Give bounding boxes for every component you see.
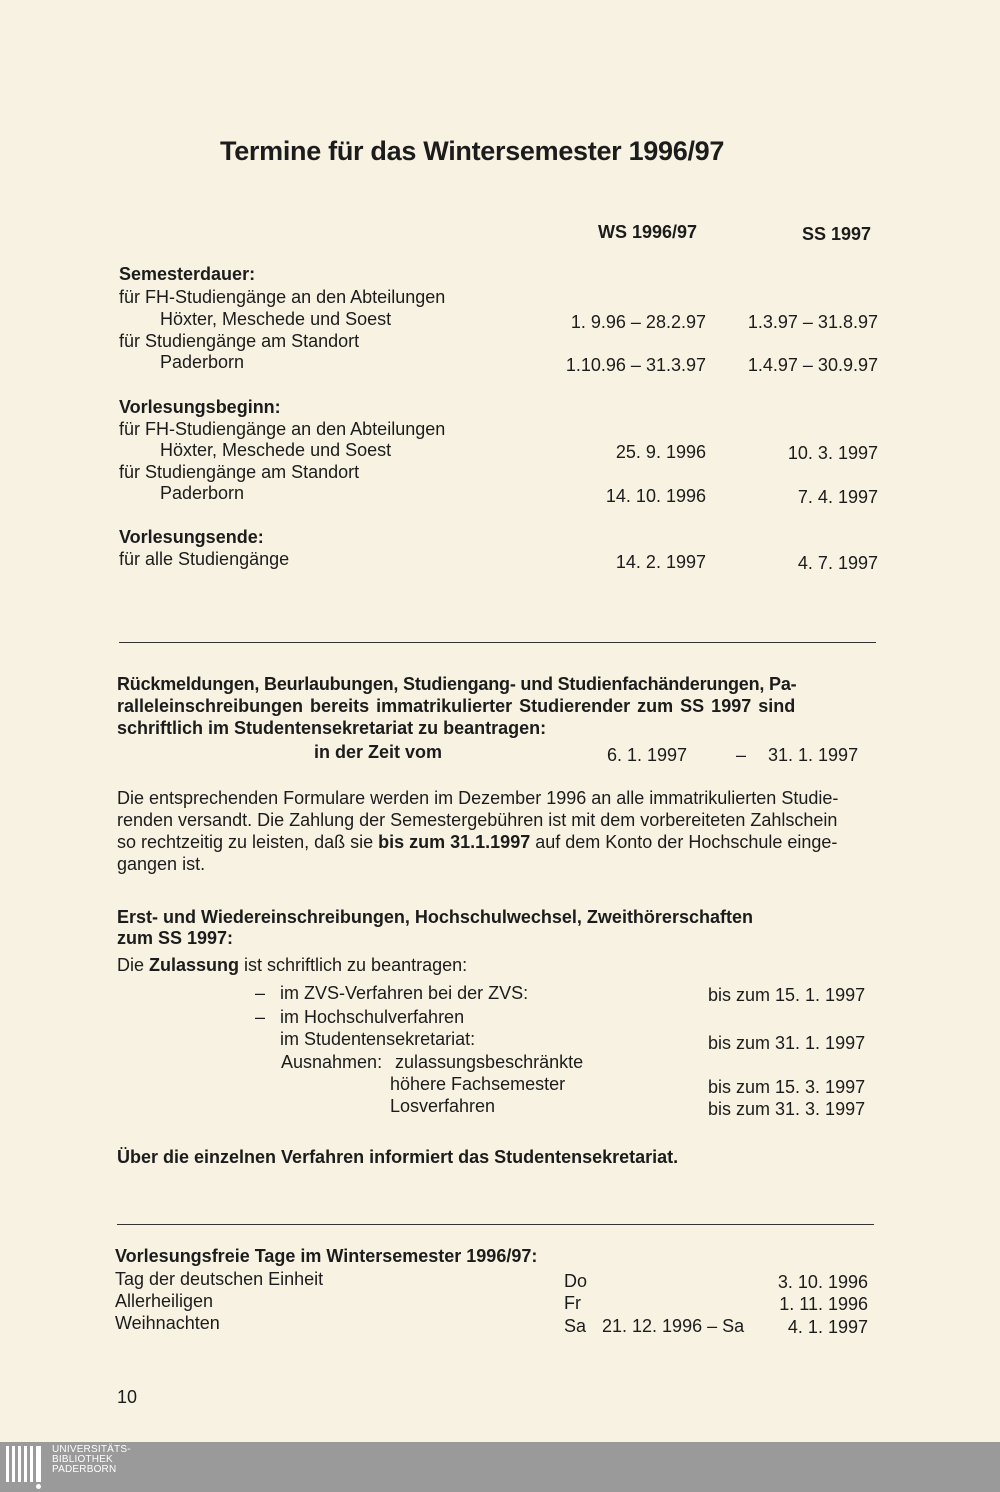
rueckmeldung-period-to: 31. 1. 1997 xyxy=(768,745,859,765)
holiday-day: Fr xyxy=(564,1293,581,1313)
holiday-date: 4. 1. 1997 xyxy=(787,1317,868,1337)
holiday-day: Do xyxy=(564,1271,588,1291)
para-line3-post: auf dem Konto der Hochschule einge- xyxy=(530,832,838,852)
erst-intro-bold: Zulassung xyxy=(149,955,240,975)
vorlesungsbeginn-fh-line2: Höxter, Meschede und Soest xyxy=(160,440,392,460)
ausnahmen-2-date: bis zum 15. 3. 1997 xyxy=(708,1077,866,1097)
semesterdauer-fh-ws: 1. 9.96 – 28.2.97 xyxy=(570,312,706,332)
erst-closing: Über die einzelnen Verfahren informiert das Studentensekretariat. xyxy=(117,1147,679,1167)
semesterdauer-fh-ss: 1.3.97 – 31.8.97 xyxy=(747,312,878,332)
para-line3-deadline: bis zum 31.1.1997 xyxy=(378,832,531,852)
ausnahmen-label: Ausnahmen: xyxy=(281,1052,383,1072)
erst-intro-post: ist schriftlich zu beantragen: xyxy=(239,955,468,975)
holidays-heading: Vorlesungsfreie Tage im Wintersemester 1996/97: xyxy=(115,1246,538,1266)
erst-item2-date: bis zum 31. 1. 1997 xyxy=(708,1033,866,1053)
vorlesungsende-ss: 4. 7. 1997 xyxy=(797,553,878,573)
vorlesungsbeginn-pb-line1: für Studiengänge am Standort xyxy=(119,462,360,482)
section-heading-semesterdauer: Semesterdauer: xyxy=(119,264,256,284)
vorlesungsbeginn-pb-ws: 14. 10. 1996 xyxy=(605,486,706,506)
vorlesungsende-ws: 14. 2. 1997 xyxy=(615,552,706,572)
rueckmeldung-para-line4: gangen ist. xyxy=(117,854,206,874)
semesterdauer-fh-line2: Höxter, Meschede und Soest xyxy=(160,309,392,329)
ausnahmen-2: höhere Fachsemester xyxy=(390,1074,566,1094)
erst-item1: im ZVS-Verfahren bei der ZVS: xyxy=(280,983,529,1003)
library-line3: PADERBORN xyxy=(52,1464,117,1475)
divider xyxy=(119,642,876,643)
vorlesungsbeginn-fh-line1: für FH-Studiengänge an den Abteilungen xyxy=(119,419,446,439)
vorlesungsbeginn-fh-ss: 10. 3. 1997 xyxy=(787,443,878,463)
erst-item2-line2: im Studentensekretariat: xyxy=(280,1029,476,1049)
semesterdauer-pb-line2: Paderborn xyxy=(160,352,245,372)
rueckmeldung-heading-line1: Rückmeldungen, Beurlaubungen, Studiengang- und Studienfachänderungen, Pa- xyxy=(117,674,797,694)
section-heading-vorlesungsbeginn: Vorlesungsbeginn: xyxy=(119,397,281,417)
vorlesungsbeginn-pb-ss: 7. 4. 1997 xyxy=(797,487,878,507)
erst-heading-line2: zum SS 1997: xyxy=(117,928,234,948)
vorlesungsende-line: für alle Studiengänge xyxy=(119,549,290,569)
ausnahmen-3-date: bis zum 31. 3. 1997 xyxy=(708,1099,866,1119)
holiday-name: Allerheiligen xyxy=(115,1291,214,1311)
divider xyxy=(117,1224,874,1225)
column-header-ws: WS 1996/97 xyxy=(598,222,698,242)
rueckmeldung-period-label: in der Zeit vom xyxy=(314,742,443,762)
vorlesungsbeginn-fh-ws: 25. 9. 1996 xyxy=(615,442,706,462)
section-heading-vorlesungsende: Vorlesungsende: xyxy=(119,527,264,547)
semesterdauer-fh-line1: für FH-Studiengänge an den Abteilungen xyxy=(119,287,446,307)
library-line2: BIBLIOTHEK xyxy=(52,1454,113,1465)
holiday-day: Sa xyxy=(564,1316,587,1336)
ausnahmen-3: Losverfahren xyxy=(390,1096,496,1116)
semesterdauer-pb-line1: für Studiengänge am Standort xyxy=(119,331,360,351)
erst-heading-line1: Erst- und Wiedereinschreibungen, Hochschulwechsel, Zweithörerschaften xyxy=(117,907,753,927)
library-name xyxy=(52,1445,131,1475)
ausnahmen-1: zulassungsbeschränkte xyxy=(395,1052,584,1072)
erst-intro-pre: Die xyxy=(117,955,150,975)
library-line1: UNIVERSITÄTS- xyxy=(52,1444,131,1455)
erst-item1-date: bis zum 15. 1. 1997 xyxy=(708,985,866,1005)
rueckmeldung-para-line2: renden versandt. Die Zahlung der Semestergebühren ist mit dem vorbereiteten Zahlschein xyxy=(117,810,838,830)
para-line3-pre: so rechtzeitig zu leisten, daß sie xyxy=(117,832,379,852)
rueckmeldung-period-from: 6. 1. 1997 xyxy=(607,745,688,765)
holiday-range: 21. 12. 1996 – Sa xyxy=(602,1316,745,1336)
erst-item1-dash: – xyxy=(255,983,266,1003)
library-logo-icon xyxy=(6,1446,46,1488)
column-header-ss: SS 1997 xyxy=(802,224,872,244)
page-number: 10 xyxy=(117,1387,138,1407)
rueckmeldung-heading-line3: schriftlich im Studentensekretariat zu beantragen: xyxy=(117,718,547,738)
rueckmeldung-para-line1: Die entsprechenden Formulare werden im Dezember 1996 an alle immatrikulierten Studie- xyxy=(117,788,839,808)
holiday-name: Weihnachten xyxy=(115,1313,220,1333)
page-title: Termine für das Wintersemester 1996/97 xyxy=(220,136,725,166)
rueckmeldung-para-line3 xyxy=(117,831,838,853)
holiday-name: Tag der deutschen Einheit xyxy=(115,1269,324,1289)
rueckmeldung-paragraph xyxy=(117,787,838,875)
erst-item2-line1: im Hochschulverfahren xyxy=(280,1007,465,1027)
vorlesungsbeginn-pb-line2: Paderborn xyxy=(160,483,245,503)
library-footer-bar xyxy=(0,1442,1000,1492)
semesterdauer-pb-ss: 1.4.97 – 30.9.97 xyxy=(747,355,878,375)
holiday-date: 3. 10. 1996 xyxy=(777,1272,868,1292)
erst-intro xyxy=(117,955,467,976)
erst-item2-dash: – xyxy=(255,1007,266,1027)
holiday-date: 1. 11. 1996 xyxy=(779,1294,868,1314)
semesterdauer-pb-ws: 1.10.96 – 31.3.97 xyxy=(565,355,706,375)
rueckmeldung-period-dash: – xyxy=(736,745,747,765)
rueckmeldung-heading-line2: ralleleinschreibungen bereits immatrikulierter Studierender zum SS 1997 sind xyxy=(117,696,796,716)
